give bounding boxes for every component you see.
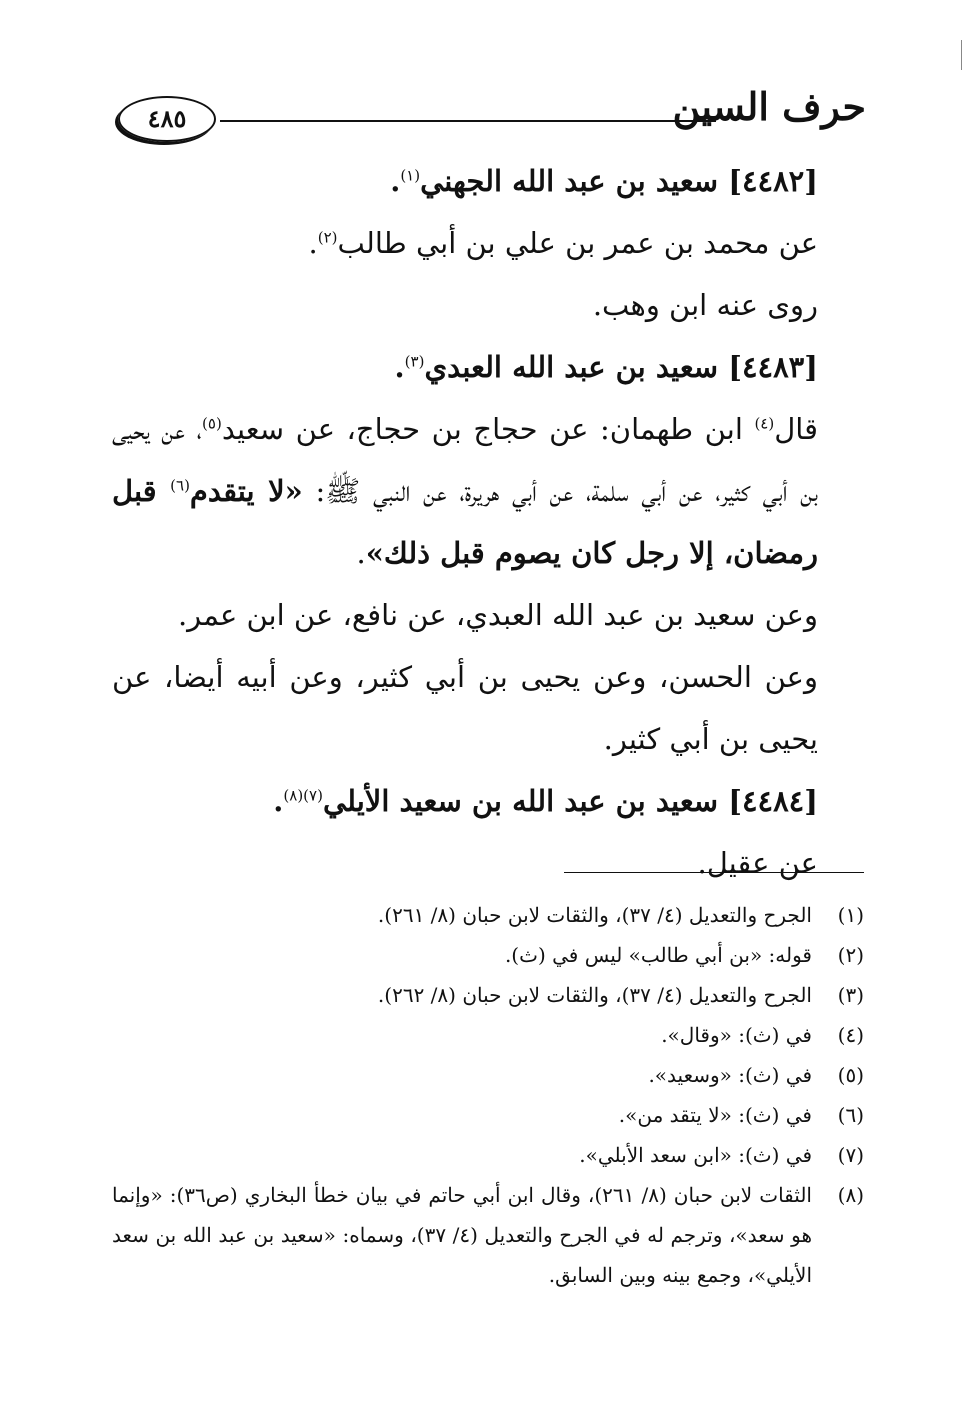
- margin-mark: [957, 40, 962, 70]
- footnote-marker: (٢): [317, 228, 338, 247]
- entry-4482-line: روى عنه ابن وهب.: [592, 288, 818, 322]
- entry-4482-heading: [٤٤٨٢] سعيد بن عبد الله الجهني$^{(١)}$.: [390, 164, 818, 198]
- footnote-item: [112, 1135, 864, 1175]
- footnotes: [112, 895, 864, 1295]
- page-number-badge: [118, 96, 216, 142]
- footnote-number: (٤): [837, 1023, 864, 1047]
- footnote-marker: (٤): [754, 414, 775, 433]
- running-header-title: حرف السين: [672, 84, 866, 129]
- footnote-item: [112, 895, 864, 935]
- footnote-number: (١): [837, 903, 864, 927]
- hadith-text: قبل رمضان، إلا رجل كان يصوم قبل ذلك»: [112, 474, 818, 570]
- footnote-number: (٣): [837, 983, 864, 1007]
- hadith-text: «لا يتقدم: [189, 474, 303, 508]
- footnote-number: (٧): [837, 1143, 864, 1167]
- footnote-item: [112, 1175, 864, 1295]
- narration-text: ابن طهمان: عن حجاج بن حجاج، عن سعيد: [221, 412, 755, 446]
- footnote-item: [112, 1055, 864, 1095]
- entry-4484-heading: [٤٤٨٤] سعيد بن عبد الله بن سعيد الأيلي$^{(٧)(٨)}$.: [273, 784, 818, 818]
- entry-name: سعيد بن عبد الله الجهني: [420, 164, 719, 198]
- footnote-text: في (ث): «وقال».: [661, 1023, 812, 1047]
- footnote-marker: (٥): [202, 414, 222, 433]
- footnote-marker: (١): [400, 166, 421, 185]
- footnote-item: [112, 1095, 864, 1135]
- footnote-text: قوله: «بن أبي طالب» ليس في (ث).: [504, 943, 812, 967]
- footnote-marker: (٦): [170, 476, 190, 495]
- narration-text: ، عن يحيى بن أبي كثير، عن أبي سلمة، عن أبي هريرة، عن النبي ﷺ:: [112, 412, 818, 508]
- footnote-number: (٨): [837, 1183, 864, 1207]
- main-text: [112, 150, 864, 894]
- narration-text: عن محمد بن عمر بن علي بن أبي طالب: [337, 226, 818, 260]
- footnote-marker: (٧)(٨): [283, 786, 323, 805]
- entry-4483-paragraph: [112, 398, 864, 584]
- footnote-number: (٥): [837, 1063, 864, 1087]
- footnote-item: [112, 975, 864, 1015]
- header-rule: [220, 120, 716, 122]
- entry-4484-line: عن عقيل.: [697, 846, 818, 880]
- narration-text: قال: [774, 412, 818, 446]
- entry-4483-paragraph: وعن سعيد بن عبد الله العبدي، عن نافع، عن ابن عمر.: [177, 598, 818, 632]
- footnote-text: الثقات لابن حبان (٨/ ٢٦١)، وقال ابن أبي حاتم في بيان خطأ البخاري (ص٣٦): «وإنما هو سعد»، وترجم له في الجرح والتعديل (٤/ ٣٧)، وسماه: «سعيد بن عبد الله بن سعد الأيلي»، وجمع بينه وبين السابق.: [112, 1183, 813, 1287]
- entry-number: [٤٤٨٢]: [728, 164, 818, 198]
- footnote-item: [112, 935, 864, 975]
- footnote-text: الجرح والتعديل (٤/ ٣٧)، والثقات لابن حبان (٨/ ٢٦٢).: [377, 983, 812, 1007]
- footnote-text: في (ث): «ابن سعد الأبلي».: [579, 1143, 812, 1167]
- page-number: ٤٨٥: [147, 104, 187, 133]
- footnote-text: في (ث): «لا يتقد من».: [618, 1103, 812, 1127]
- entry-number: [٤٤٨٤]: [728, 784, 818, 818]
- entry-4483-paragraph: وعن الحسن، وعن يحيى بن أبي كثير، وعن أبيه أيضا، عن يحيى بن أبي كثير.: [112, 660, 818, 756]
- footnote-item: [112, 1015, 864, 1055]
- entry-4483-heading: [٤٤٨٣] سعيد بن عبد الله العبدي$^{(٣)}$.: [394, 350, 818, 384]
- entry-number: [٤٤٨٣]: [728, 350, 818, 384]
- punctuation: .: [356, 536, 366, 570]
- footnote-number: (٢): [837, 943, 864, 967]
- entry-4482-line: عن محمد بن عمر بن علي بن أبي طالب$^{(٢)}$.: [308, 226, 818, 260]
- footnote-text: الجرح والتعديل (٤/ ٣٧)، والثقات لابن حبان (٨/ ٢٦١).: [377, 903, 812, 927]
- entry-name: سعيد بن عبد الله بن سعيد الأيلي: [322, 784, 719, 818]
- footnote-marker: (٣): [404, 352, 425, 371]
- footnote-separator: [564, 872, 864, 873]
- entry-name: سعيد بن عبد الله العبدي: [424, 350, 719, 384]
- footnote-number: (٦): [837, 1103, 864, 1127]
- footnote-text: في (ث): «وسعيد».: [648, 1063, 812, 1087]
